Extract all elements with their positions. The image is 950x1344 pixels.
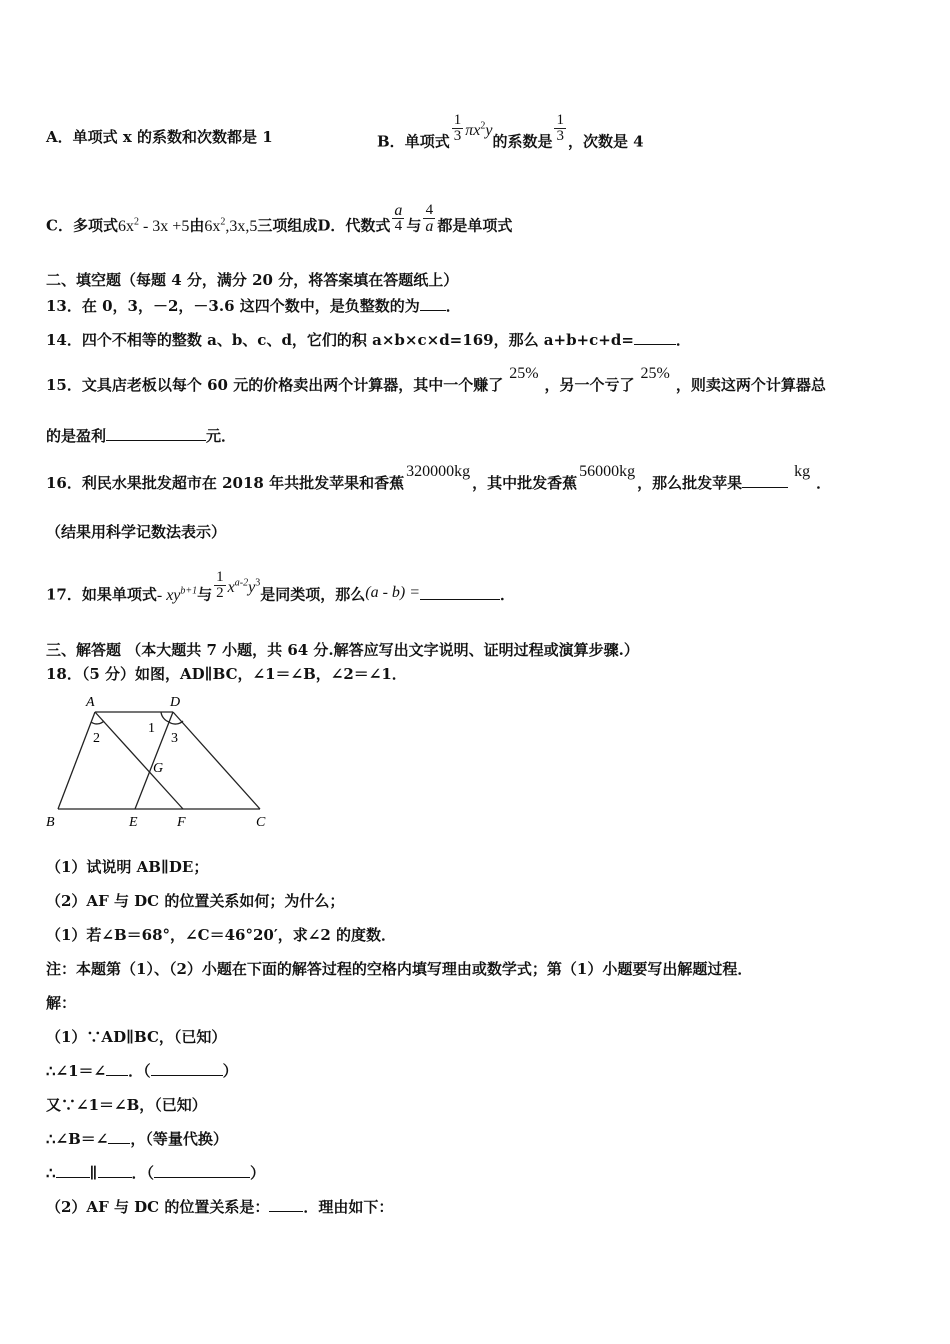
unit-label: kg	[794, 463, 811, 480]
option-text: ，次数是 4	[567, 132, 644, 151]
math-expr: (a - b) =	[365, 583, 421, 601]
option-text: 的系数是	[492, 132, 553, 151]
math-expr: $\pi x^2y$	[465, 120, 493, 139]
label-e: E	[129, 815, 138, 830]
option-text: 由	[189, 216, 205, 235]
option-a	[46, 127, 273, 147]
angle-arc-2	[91, 721, 104, 724]
question-15-cont: 的是盈利 元．	[46, 427, 237, 445]
label-angle-2: 2	[93, 731, 100, 746]
label-g: G	[153, 761, 164, 776]
question-16-note: （结果用科学记数法表示）	[46, 523, 227, 541]
answer-blank[interactable]	[420, 585, 500, 600]
percent-value: 25%	[509, 365, 539, 382]
question-16: 16．利民水果批发超市在 2018 年共批发苹果和香蕉320000kg，其中批发香蕉56000kg，那么批发苹果kg．	[46, 463, 832, 492]
label-d: D	[170, 695, 181, 710]
solution-step-1: （1）∵AD∥BC，（已知）	[46, 1028, 227, 1046]
answer-blank[interactable]	[742, 473, 788, 488]
answer-blank[interactable]	[106, 426, 206, 441]
fraction: $\frac{1}{3}$	[453, 112, 462, 144]
math-expr: - $xy^{b+1}$	[156, 585, 198, 604]
question-13: 13．在 0，3，－2，－3.6 这四个数中，是负整数的为 ．	[46, 297, 461, 315]
trapezoid-figure	[40, 690, 280, 835]
question-17: 17．如果单项式- $xy^{b+1}$与 $\frac{1}{2}$ $x^{a-2}y^3$是同类项，那么(a - b) = ．	[46, 569, 516, 604]
fraction: $\frac{4}{a}$	[425, 202, 434, 235]
solution-label: 解：	[46, 994, 77, 1012]
math-expr: $x^{a-2}y^3$	[227, 577, 261, 596]
segment-ab	[58, 712, 95, 809]
segment-dc	[173, 712, 260, 809]
percent-value: 25%	[640, 365, 670, 382]
quantity-value: 320000kg	[406, 463, 471, 480]
q18-sub2: （2）AF 与 DC 的位置关系如何；为什么；	[46, 892, 345, 910]
section-3-title: 三、解答题 （本大题共 7 小题，共 64 分.解答应写出文字说明、证明过程或演算步骤.）	[46, 641, 639, 659]
answer-blank[interactable]	[56, 1163, 90, 1178]
quantity-value: 56000kg	[579, 463, 636, 480]
label-c: C	[256, 815, 266, 830]
option-c-d	[46, 202, 513, 242]
q18-sub1: （1）试说明 AB∥DE；	[46, 858, 209, 876]
solution-step-5: ∴ ∥ ．（ ）	[46, 1164, 266, 1182]
solution-step-4: ∴∠B＝∠ ，（等量代换）	[46, 1130, 228, 1148]
option-text: 多项式	[72, 216, 118, 235]
angle-arc-1	[161, 712, 169, 722]
math-expr: $6x^2,3x,5$	[204, 216, 258, 235]
option-text: 三项组成	[257, 216, 318, 235]
answer-blank[interactable]	[106, 1061, 128, 1076]
answer-blank[interactable]	[634, 330, 676, 345]
answer-blank[interactable]	[108, 1129, 130, 1144]
solution-step-3: 又∵∠1＝∠B，（已知）	[46, 1096, 207, 1114]
label-f: F	[177, 815, 186, 830]
option-letter: A．	[46, 128, 73, 146]
solution-step-2: ∴∠1＝∠ ．（ ）	[46, 1062, 238, 1080]
q18-note: 注：本题第（1）、（2）小题在下面的解答过程的空格内填写理由或数学式；第（1）小题要写出解题过程．	[46, 960, 753, 978]
option-text: 与	[406, 216, 422, 235]
solution-step-6: （2）AF 与 DC 的位置关系是： ．理由如下：	[46, 1198, 394, 1216]
answer-blank[interactable]	[151, 1061, 223, 1076]
label-angle-1: 1	[148, 721, 155, 736]
answer-blank[interactable]	[420, 296, 446, 311]
section-2-title: 二、填空题（每题 4 分，满分 20 分，将答案填在答题纸上）	[46, 271, 459, 289]
segment-af	[95, 712, 183, 809]
option-letter: D．	[317, 216, 346, 235]
fraction: $\frac{1}{3}$	[556, 112, 564, 144]
option-b	[377, 112, 644, 158]
label-b: B	[46, 815, 55, 830]
option-text: 单项式	[404, 132, 450, 151]
option-letter: B．	[377, 132, 405, 151]
answer-blank[interactable]	[269, 1197, 303, 1212]
option-text: 代数式	[345, 216, 391, 235]
label-angle-3: 3	[171, 731, 178, 746]
question-15: 15．文具店老板以每个 60 元的价格卖出两个计算器，其中一个赚了25%，另一个亏了25%，则卖这两个计算器总	[46, 365, 826, 394]
fraction: $\frac{1}{2}$	[216, 569, 224, 601]
answer-blank[interactable]	[98, 1163, 132, 1178]
math-expr: $6x^2 - 3x +5$	[117, 216, 190, 235]
question-14: 14．四个不相等的整数 a、b、c、d，它们的积 a×b×c×d=169，那么 a+b+c+d= ．	[46, 331, 691, 349]
option-text: 都是单项式	[437, 216, 513, 235]
label-a: A	[86, 695, 95, 710]
option-text: 单项式 x 的系数和次数都是 1	[72, 128, 273, 146]
question-18-head: 18．（5 分）如图，AD∥BC，∠1＝∠B，∠2＝∠1．	[46, 665, 407, 683]
fraction: $\frac{a}{4}$	[394, 202, 403, 234]
answer-blank[interactable]	[154, 1163, 250, 1178]
option-letter: C．	[46, 216, 73, 235]
q18-sub3: （1）若∠B＝68°，∠C＝46°20′，求∠2 的度数．	[46, 926, 396, 944]
